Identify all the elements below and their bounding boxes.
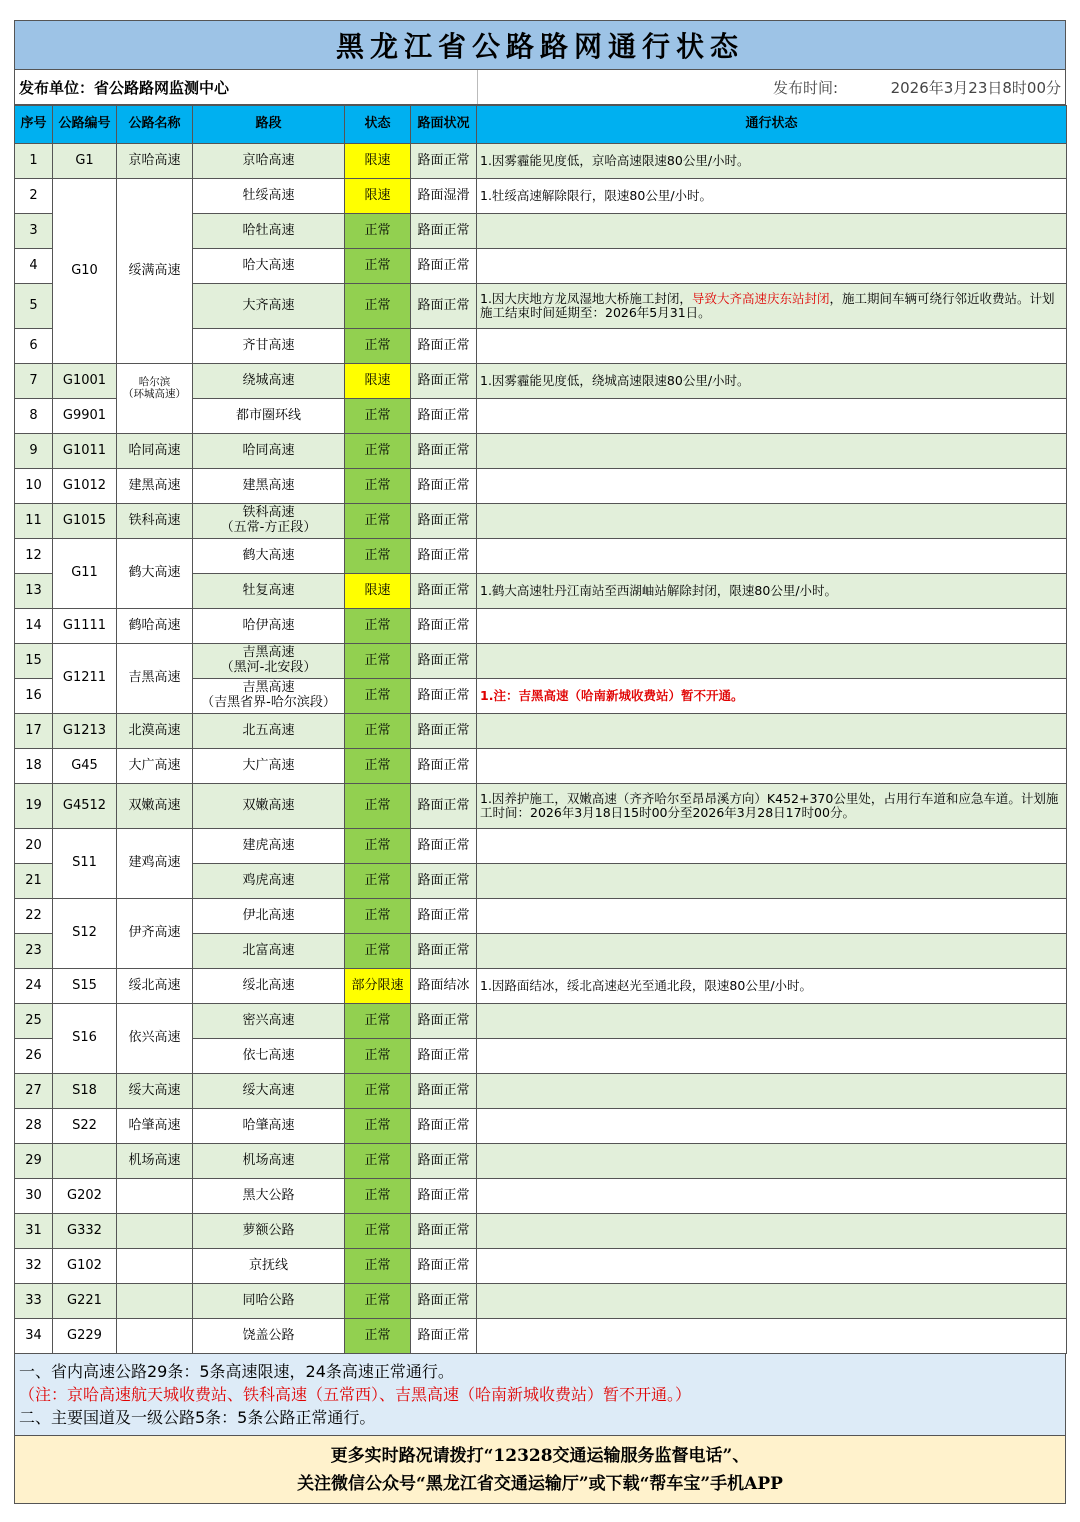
table-row xyxy=(15,179,1067,214)
road-section: 机场高速 xyxy=(193,1144,345,1179)
road-code: G1001 xyxy=(53,364,117,399)
traffic-detail xyxy=(477,644,1067,679)
road-name-line: 哈尔滨 xyxy=(138,376,171,388)
row-no: 8 xyxy=(15,399,53,434)
road-name-sub: （环城高速） xyxy=(123,388,186,401)
row-no: 7 xyxy=(15,364,53,399)
info-divider xyxy=(477,70,478,104)
traffic-detail xyxy=(477,539,1067,574)
road-name xyxy=(117,1249,193,1284)
traffic-detail xyxy=(477,1144,1067,1179)
road-code: S12 xyxy=(53,899,117,969)
traffic-detail xyxy=(477,249,1067,284)
road-section: 同哈公路 xyxy=(193,1284,345,1319)
table-row xyxy=(15,969,1067,1004)
road-name xyxy=(117,1319,193,1354)
road-section: 京哈高速 xyxy=(193,144,345,179)
traffic-detail xyxy=(477,1284,1067,1319)
road-section: 鸡虎高速 xyxy=(193,864,345,899)
status-badge: 正常 xyxy=(345,1214,411,1249)
section-line: 吉黑高速 xyxy=(242,645,295,661)
summary-highway: 一、省内高速公路29条：5条高速限速，24条高速正常通行。 xyxy=(19,1362,454,1381)
table-row xyxy=(15,1284,1067,1319)
road-code: G221 xyxy=(53,1284,117,1319)
table-row xyxy=(15,539,1067,574)
traffic-detail xyxy=(477,1214,1067,1249)
table-row xyxy=(15,784,1067,829)
road-name: 建黑高速 xyxy=(117,469,193,504)
row-no: 16 xyxy=(15,679,53,714)
road-section xyxy=(193,644,345,679)
row-no: 21 xyxy=(15,864,53,899)
traffic-detail xyxy=(477,829,1067,864)
status-badge: 正常 xyxy=(345,504,411,539)
status-badge: 限速 xyxy=(345,574,411,609)
status-badge: 正常 xyxy=(345,899,411,934)
row-no: 23 xyxy=(15,934,53,969)
surface-condition: 路面正常 xyxy=(411,249,477,284)
road-section: 哈同高速 xyxy=(193,434,345,469)
table-row xyxy=(15,1004,1067,1039)
road-section xyxy=(193,679,345,714)
traffic-detail xyxy=(477,434,1067,469)
row-no: 15 xyxy=(15,644,53,679)
surface-condition: 路面正常 xyxy=(411,399,477,434)
table-header xyxy=(15,106,1067,144)
surface-condition: 路面正常 xyxy=(411,434,477,469)
road-code xyxy=(53,1144,117,1179)
status-badge: 正常 xyxy=(345,1144,411,1179)
row-no: 13 xyxy=(15,574,53,609)
road-code: G1011 xyxy=(53,434,117,469)
status-badge: 限速 xyxy=(345,144,411,179)
page-title: 黑龙江省公路路网通行状态 xyxy=(14,20,1066,70)
road-section: 哈牡高速 xyxy=(193,214,345,249)
row-no: 29 xyxy=(15,1144,53,1179)
traffic-detail xyxy=(477,469,1067,504)
surface-condition: 路面正常 xyxy=(411,829,477,864)
row-no: 34 xyxy=(15,1319,53,1354)
surface-condition: 路面湿滑 xyxy=(411,179,477,214)
road-code: G1211 xyxy=(53,644,117,714)
surface-condition: 路面正常 xyxy=(411,284,477,329)
road-code: G202 xyxy=(53,1179,117,1214)
table-row xyxy=(15,829,1067,864)
road-name: 机场高速 xyxy=(117,1144,193,1179)
row-no: 17 xyxy=(15,714,53,749)
info-bar xyxy=(14,70,1066,105)
road-code: G1 xyxy=(53,144,117,179)
road-code: G1012 xyxy=(53,469,117,504)
road-name: 哈肇高速 xyxy=(117,1109,193,1144)
table-row xyxy=(15,1109,1067,1144)
surface-condition: 路面正常 xyxy=(411,1179,477,1214)
surface-condition: 路面正常 xyxy=(411,1109,477,1144)
row-no: 33 xyxy=(15,1284,53,1319)
road-section: 黑大公路 xyxy=(193,1179,345,1214)
traffic-detail xyxy=(477,714,1067,749)
table-row xyxy=(15,469,1067,504)
table-row xyxy=(15,1214,1067,1249)
row-no: 25 xyxy=(15,1004,53,1039)
row-no: 19 xyxy=(15,784,53,829)
traffic-detail: 1.注：吉黑高速（哈南新城收费站）暂不开通。 xyxy=(477,679,1067,714)
traffic-detail xyxy=(477,284,1067,329)
traffic-detail: 1.因养护施工，双嫩高速（齐齐哈尔至昂昂溪方向）K452+370公里处，占用行车道和应急车道。计划施工时间：2026年3月18日15时00分至2026年3月28日17时00分。 xyxy=(477,784,1067,829)
detail-text: 1.因大庆地方龙凤湿地大桥施工封闭， xyxy=(480,290,692,306)
traffic-detail xyxy=(477,934,1067,969)
road-name xyxy=(117,1214,193,1249)
road-name: 绥满高速 xyxy=(117,179,193,364)
table-row xyxy=(15,1074,1067,1109)
surface-condition: 路面正常 xyxy=(411,539,477,574)
road-name: 大广高速 xyxy=(117,749,193,784)
section-sub: （黑河-北安段） xyxy=(220,660,317,675)
row-no: 1 xyxy=(15,144,53,179)
summary-national-road: 二、主要国道及一级公路5条：5条公路正常通行。 xyxy=(19,1408,376,1427)
table-row xyxy=(15,1319,1067,1354)
status-badge: 正常 xyxy=(345,469,411,504)
status-badge: 正常 xyxy=(345,214,411,249)
road-code: G9901 xyxy=(53,399,117,434)
footer-notice xyxy=(14,1436,1066,1504)
road-section: 绥北高速 xyxy=(193,969,345,1004)
col-header-section: 路段 xyxy=(193,106,345,144)
status-badge: 正常 xyxy=(345,1179,411,1214)
road-code: S15 xyxy=(53,969,117,1004)
road-code: S18 xyxy=(53,1074,117,1109)
road-name xyxy=(117,364,193,434)
road-name: 绥北高速 xyxy=(117,969,193,1004)
road-section: 绥大高速 xyxy=(193,1074,345,1109)
row-no: 27 xyxy=(15,1074,53,1109)
status-badge: 正常 xyxy=(345,679,411,714)
table-row xyxy=(15,504,1067,539)
road-code: G1015 xyxy=(53,504,117,539)
road-code: G11 xyxy=(53,539,117,609)
status-badge: 正常 xyxy=(345,644,411,679)
road-name: 伊齐高速 xyxy=(117,899,193,969)
col-header-code: 公路编号 xyxy=(53,106,117,144)
status-badge: 部分限速 xyxy=(345,969,411,1004)
road-code: G1213 xyxy=(53,714,117,749)
surface-condition: 路面正常 xyxy=(411,679,477,714)
col-header-no: 序号 xyxy=(15,106,53,144)
road-name: 鹤大高速 xyxy=(117,539,193,609)
surface-condition: 路面正常 xyxy=(411,1004,477,1039)
surface-condition: 路面正常 xyxy=(411,714,477,749)
col-header-status: 状态 xyxy=(345,106,411,144)
table-row xyxy=(15,434,1067,469)
traffic-detail xyxy=(477,899,1067,934)
status-badge: 正常 xyxy=(345,1249,411,1284)
publish-time: 2026年3月23日8时00分 xyxy=(890,78,1061,97)
traffic-detail xyxy=(477,1004,1067,1039)
status-badge: 正常 xyxy=(345,714,411,749)
table-row xyxy=(15,1179,1067,1214)
road-name: 哈同高速 xyxy=(117,434,193,469)
surface-condition: 路面正常 xyxy=(411,784,477,829)
traffic-detail xyxy=(477,1109,1067,1144)
surface-condition: 路面正常 xyxy=(411,644,477,679)
traffic-detail xyxy=(477,1039,1067,1074)
road-section: 哈肇高速 xyxy=(193,1109,345,1144)
surface-condition: 路面正常 xyxy=(411,364,477,399)
row-no: 22 xyxy=(15,899,53,934)
row-no: 4 xyxy=(15,249,53,284)
traffic-detail: 1.因雾霾能见度低，绕城高速限速80公里/小时。 xyxy=(477,364,1067,399)
traffic-detail xyxy=(477,609,1067,644)
road-name: 北漠高速 xyxy=(117,714,193,749)
road-section: 大广高速 xyxy=(193,749,345,784)
status-badge: 正常 xyxy=(345,1284,411,1319)
footer-app: 关注微信公众号“黑龙江省交通运输厅”或下载“帮车宝”手机APP xyxy=(297,1473,783,1494)
table-row xyxy=(15,644,1067,679)
status-badge: 正常 xyxy=(345,539,411,574)
surface-condition: 路面正常 xyxy=(411,1144,477,1179)
road-section: 密兴高速 xyxy=(193,1004,345,1039)
road-name xyxy=(117,1284,193,1319)
traffic-detail: 1.鹤大高速牡丹江南站至西湖岫站解除封闭，限速80公里/小时。 xyxy=(477,574,1067,609)
traffic-detail: 1.牡绥高速解除限行，限速80公里/小时。 xyxy=(477,179,1067,214)
road-code: G332 xyxy=(53,1214,117,1249)
road-code: S16 xyxy=(53,1004,117,1074)
surface-condition: 路面正常 xyxy=(411,1039,477,1074)
road-section: 北富高速 xyxy=(193,934,345,969)
status-badge: 正常 xyxy=(345,249,411,284)
road-section: 依七高速 xyxy=(193,1039,345,1074)
road-section: 哈大高速 xyxy=(193,249,345,284)
row-no: 3 xyxy=(15,214,53,249)
surface-condition: 路面正常 xyxy=(411,749,477,784)
status-badge: 正常 xyxy=(345,784,411,829)
road-name: 京哈高速 xyxy=(117,144,193,179)
road-section: 双嫩高速 xyxy=(193,784,345,829)
status-badge: 正常 xyxy=(345,1039,411,1074)
status-badge: 正常 xyxy=(345,749,411,784)
table-row xyxy=(15,364,1067,399)
road-code: G229 xyxy=(53,1319,117,1354)
col-header-surface: 路面状况 xyxy=(411,106,477,144)
status-sheet xyxy=(14,20,1066,1504)
surface-condition: 路面正常 xyxy=(411,574,477,609)
status-badge: 正常 xyxy=(345,1109,411,1144)
footer-hotline: 更多实时路况请拨打“12328交通运输服务监督电话”、 xyxy=(330,1445,750,1466)
table-row xyxy=(15,899,1067,934)
detail-highlight: 导致大齐高速庆东站封闭 xyxy=(691,290,830,306)
traffic-detail xyxy=(477,329,1067,364)
road-section: 北五高速 xyxy=(193,714,345,749)
row-no: 2 xyxy=(15,179,53,214)
status-badge: 正常 xyxy=(345,1074,411,1109)
surface-condition: 路面正常 xyxy=(411,1074,477,1109)
traffic-detail xyxy=(477,504,1067,539)
surface-condition: 路面正常 xyxy=(411,329,477,364)
road-code: G10 xyxy=(53,179,117,364)
table-row xyxy=(15,609,1067,644)
row-no: 18 xyxy=(15,749,53,784)
surface-condition: 路面结冰 xyxy=(411,969,477,1004)
surface-condition: 路面正常 xyxy=(411,609,477,644)
surface-condition: 路面正常 xyxy=(411,1214,477,1249)
status-badge: 正常 xyxy=(345,1004,411,1039)
traffic-detail xyxy=(477,1249,1067,1284)
status-badge: 正常 xyxy=(345,284,411,329)
table-row xyxy=(15,749,1067,784)
surface-condition: 路面正常 xyxy=(411,469,477,504)
detail-text: ，施工期间车辆可绕行邻近收费站。计划施工结束时间延期至：2026年5月31日。 xyxy=(480,290,1055,320)
row-no: 20 xyxy=(15,829,53,864)
road-code: G4512 xyxy=(53,784,117,829)
surface-condition: 路面正常 xyxy=(411,1249,477,1284)
road-section: 绕城高速 xyxy=(193,364,345,399)
traffic-detail xyxy=(477,399,1067,434)
col-header-name: 公路名称 xyxy=(117,106,193,144)
road-code: G45 xyxy=(53,749,117,784)
row-no: 32 xyxy=(15,1249,53,1284)
road-code: G1111 xyxy=(53,609,117,644)
traffic-detail xyxy=(477,1319,1067,1354)
road-name: 双嫩高速 xyxy=(117,784,193,829)
road-section: 大齐高速 xyxy=(193,284,345,329)
status-badge: 正常 xyxy=(345,1319,411,1354)
road-name: 鹤哈高速 xyxy=(117,609,193,644)
row-no: 11 xyxy=(15,504,53,539)
row-no: 10 xyxy=(15,469,53,504)
road-section: 萝额公路 xyxy=(193,1214,345,1249)
row-no: 6 xyxy=(15,329,53,364)
publish-time-label: 发布时间: xyxy=(773,78,839,97)
status-badge: 正常 xyxy=(345,934,411,969)
row-no: 9 xyxy=(15,434,53,469)
road-section: 京抚线 xyxy=(193,1249,345,1284)
traffic-detail xyxy=(477,749,1067,784)
road-name: 绥大高速 xyxy=(117,1074,193,1109)
table-row xyxy=(15,1249,1067,1284)
summary-block xyxy=(14,1354,1066,1436)
road-name: 依兴高速 xyxy=(117,1004,193,1074)
road-section: 牡复高速 xyxy=(193,574,345,609)
road-section: 牡绥高速 xyxy=(193,179,345,214)
status-badge: 正常 xyxy=(345,609,411,644)
row-no: 14 xyxy=(15,609,53,644)
status-badge: 正常 xyxy=(345,829,411,864)
section-sub: （吉黑省界-哈尔滨段） xyxy=(201,695,336,710)
surface-condition: 路面正常 xyxy=(411,899,477,934)
surface-condition: 路面正常 xyxy=(411,1319,477,1354)
road-section: 哈伊高速 xyxy=(193,609,345,644)
surface-condition: 路面正常 xyxy=(411,864,477,899)
status-badge: 正常 xyxy=(345,864,411,899)
section-line: 铁科高速 xyxy=(242,505,295,521)
row-no: 24 xyxy=(15,969,53,1004)
road-code: S11 xyxy=(53,829,117,899)
surface-condition: 路面正常 xyxy=(411,214,477,249)
status-table xyxy=(14,105,1067,1354)
road-section: 建黑高速 xyxy=(193,469,345,504)
row-no: 26 xyxy=(15,1039,53,1074)
traffic-detail xyxy=(477,864,1067,899)
traffic-detail xyxy=(477,1179,1067,1214)
section-line: 吉黑高速 xyxy=(242,680,295,696)
road-section: 伊北高速 xyxy=(193,899,345,934)
traffic-detail xyxy=(477,1074,1067,1109)
row-no: 28 xyxy=(15,1109,53,1144)
table-row xyxy=(15,1144,1067,1179)
status-badge: 限速 xyxy=(345,179,411,214)
row-no: 12 xyxy=(15,539,53,574)
road-section: 建虎高速 xyxy=(193,829,345,864)
road-name: 建鸡高速 xyxy=(117,829,193,899)
status-badge: 正常 xyxy=(345,329,411,364)
road-section: 齐甘高速 xyxy=(193,329,345,364)
surface-condition: 路面正常 xyxy=(411,934,477,969)
road-name: 铁科高速 xyxy=(117,504,193,539)
traffic-detail xyxy=(477,214,1067,249)
row-no: 30 xyxy=(15,1179,53,1214)
status-badge: 正常 xyxy=(345,434,411,469)
col-header-detail: 通行状态 xyxy=(477,106,1067,144)
road-code: G102 xyxy=(53,1249,117,1284)
publisher: 发布单位：省公路路网监测中心 xyxy=(19,78,230,97)
surface-condition: 路面正常 xyxy=(411,144,477,179)
table-row xyxy=(15,714,1067,749)
surface-condition: 路面正常 xyxy=(411,1284,477,1319)
row-no: 31 xyxy=(15,1214,53,1249)
status-badge: 限速 xyxy=(345,364,411,399)
road-section xyxy=(193,504,345,539)
road-section: 饶盖公路 xyxy=(193,1319,345,1354)
road-section: 都市圈环线 xyxy=(193,399,345,434)
row-no: 5 xyxy=(15,284,53,329)
summary-note: （注：京哈高速航天城收费站、铁科高速（五常西）、吉黑高速（哈南新城收费站）暂不开通。） xyxy=(19,1385,692,1404)
section-sub: （五常-方正段） xyxy=(220,520,317,535)
table-row xyxy=(15,144,1067,179)
road-section: 鹤大高速 xyxy=(193,539,345,574)
surface-condition: 路面正常 xyxy=(411,504,477,539)
road-name: 吉黑高速 xyxy=(117,644,193,714)
road-code: S22 xyxy=(53,1109,117,1144)
traffic-detail: 1.因路面结冰，绥北高速赵光至通北段，限速80公里/小时。 xyxy=(477,969,1067,1004)
status-badge: 正常 xyxy=(345,399,411,434)
road-name xyxy=(117,1179,193,1214)
traffic-detail: 1.因雾霾能见度低，京哈高速限速80公里/小时。 xyxy=(477,144,1067,179)
